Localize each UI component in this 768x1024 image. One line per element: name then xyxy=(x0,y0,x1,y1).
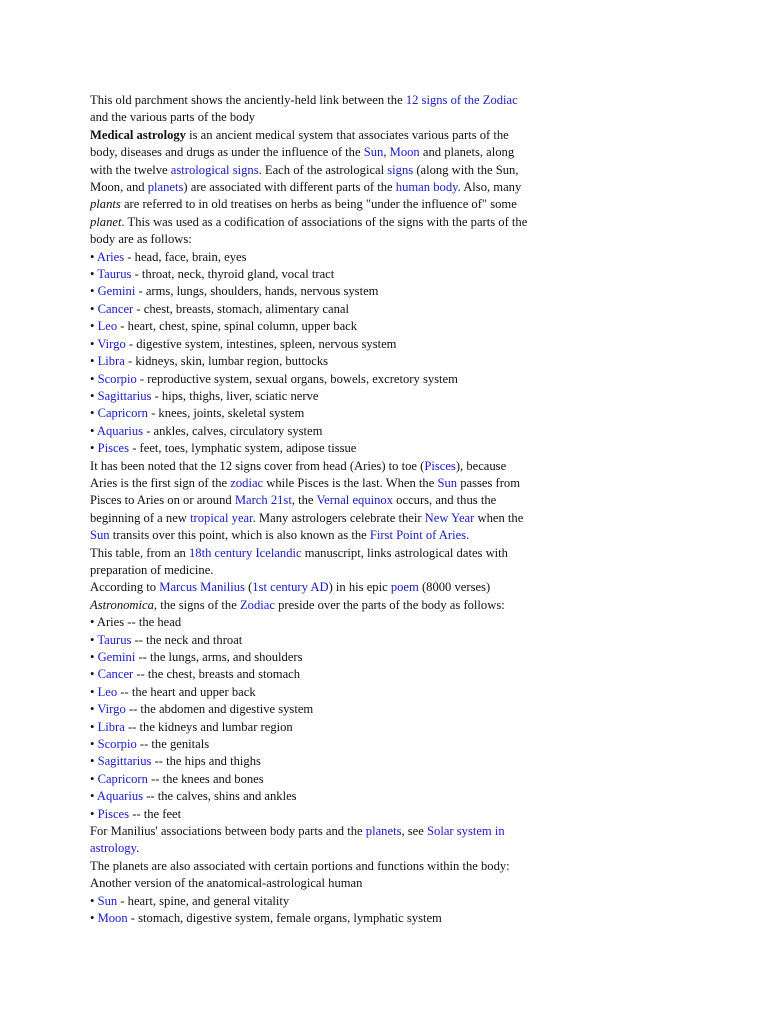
text-line xyxy=(90,179,580,196)
text-segment: • xyxy=(90,354,98,369)
link[interactable]: human body xyxy=(395,180,458,195)
text-segment: -- the heart and upper back xyxy=(117,684,256,699)
text-segment: This old parchment shows the anciently-held link between the xyxy=(90,93,406,107)
text-line xyxy=(90,701,580,718)
text-segment: transits over this point, which is also known as the xyxy=(109,528,370,543)
text-line xyxy=(90,736,580,753)
text-segment: . xyxy=(466,528,470,543)
link[interactable]: planets xyxy=(147,180,184,195)
text-line xyxy=(90,632,580,649)
text-line xyxy=(90,806,580,823)
text-segment: - ankles, calves, circulatory system xyxy=(143,423,323,438)
text-segment: - arms, lungs, shoulders, hands, nervous system xyxy=(135,284,379,299)
link[interactable]: Capricorn xyxy=(97,406,148,421)
text-segment: with the twelve xyxy=(90,162,171,177)
text-line xyxy=(90,579,580,596)
text-segment: body, diseases and drugs as under the influence of the xyxy=(90,145,364,160)
text-line xyxy=(90,196,580,213)
text-segment: - heart, spine, and general vitality xyxy=(117,893,290,908)
text-segment: and planets, along xyxy=(419,145,515,160)
link[interactable]: Sun xyxy=(97,893,118,908)
text-segment: • xyxy=(90,771,98,786)
text-segment: • xyxy=(90,702,98,717)
text-segment: manuscript, links astrological dates with xyxy=(301,545,508,560)
link[interactable]: poem xyxy=(390,580,419,595)
text-segment: • xyxy=(90,301,98,316)
text-line xyxy=(90,283,580,300)
text-line xyxy=(90,649,580,666)
link[interactable]: Gemini xyxy=(97,284,136,299)
text-line xyxy=(90,458,580,475)
text-segment: , the xyxy=(291,493,317,508)
text-segment: . Each of the astrological xyxy=(258,162,388,177)
text-segment: - heart, chest, spine, spinal column, upper back xyxy=(117,319,358,334)
link[interactable]: New Year xyxy=(424,510,475,525)
text-line xyxy=(90,301,580,318)
text-segment: • xyxy=(90,319,98,334)
text-segment: preparation of medicine. xyxy=(90,562,214,577)
text-line xyxy=(90,910,580,927)
text-segment: - chest, breasts, stomach, alimentary canal xyxy=(133,301,349,316)
link[interactable]: March 21st xyxy=(234,493,292,508)
bold-term: Medical astrology xyxy=(90,127,186,142)
text-segment: - throat, neck, thyroid gland, vocal tract xyxy=(131,267,335,282)
text-segment: . This was used as a codification of associations of the signs with the parts of the xyxy=(121,214,528,229)
text-segment: ) in his epic xyxy=(328,580,391,595)
text-line xyxy=(90,545,580,562)
text-segment: is an ancient medical system that associates various parts of the xyxy=(185,127,509,142)
text-segment: beginning of a new xyxy=(90,510,191,525)
text-segment: - reproductive system, sexual organs, bowels, excretory system xyxy=(136,371,458,386)
text-segment: • xyxy=(90,632,98,647)
text-line xyxy=(90,527,580,544)
text-line xyxy=(90,231,580,248)
text-segment: body are as follows: xyxy=(90,232,192,247)
text-segment: • xyxy=(90,667,98,682)
text-segment: ), because xyxy=(455,458,507,473)
text-segment: • xyxy=(90,719,98,734)
text-segment: (along with the Sun, xyxy=(413,162,519,177)
link[interactable]: Sagittarius xyxy=(97,388,152,403)
text-segment: while Pisces is the last. When the xyxy=(263,475,438,490)
text-line xyxy=(90,405,580,422)
text-segment: It has been noted that the 12 signs cover from head (Aries) to toe ( xyxy=(90,458,425,473)
link[interactable]: Leo xyxy=(97,684,118,699)
text-segment: Moon, and xyxy=(90,180,148,195)
text-segment: passes from xyxy=(457,475,521,490)
text-segment: • xyxy=(90,336,98,351)
link[interactable]: Pisces xyxy=(97,441,130,456)
link[interactable]: Taurus xyxy=(97,632,132,647)
text-segment: - digestive system, intestines, spleen, nervous system xyxy=(125,336,397,351)
text-segment: occurs, and thus the xyxy=(393,493,497,508)
text-line xyxy=(90,597,580,614)
text-segment: • xyxy=(90,371,98,386)
text-line xyxy=(90,371,580,388)
text-line xyxy=(90,388,580,405)
italic-term: plants xyxy=(90,197,121,212)
text-segment: • xyxy=(90,893,98,908)
text-segment: preside over the parts of the body as follows: xyxy=(274,597,505,612)
text-segment: • xyxy=(90,267,98,282)
text-segment: This table, from an xyxy=(90,545,189,560)
text-line xyxy=(90,440,580,457)
text-segment: . Many astrologers celebrate their xyxy=(252,510,425,525)
text-line xyxy=(90,562,580,579)
text-line xyxy=(90,336,580,353)
link[interactable]: First Point of Aries xyxy=(369,528,467,543)
text-line xyxy=(90,249,580,266)
text-segment: • xyxy=(90,388,98,403)
text-segment: . Also, many xyxy=(457,180,522,195)
text-line xyxy=(90,771,580,788)
text-segment: • xyxy=(90,650,98,664)
text-segment: For Manilius' associations between body parts and the xyxy=(90,824,366,839)
text-segment: (8000 verses) xyxy=(418,580,491,595)
text-segment: • xyxy=(90,423,97,438)
text-segment: when the xyxy=(474,510,524,525)
text-line xyxy=(90,823,580,840)
link[interactable]: Scorpio xyxy=(97,737,137,752)
text-line xyxy=(90,423,580,440)
text-segment: According to xyxy=(90,580,160,595)
link[interactable]: 18th century xyxy=(188,545,253,560)
link[interactable]: Pisces xyxy=(97,806,130,821)
text-segment: -- the calves, shins and ankles xyxy=(143,789,297,804)
text-segment: • xyxy=(90,284,98,299)
italic-term: Astronomica xyxy=(90,597,154,612)
link[interactable]: Scorpio xyxy=(97,371,137,386)
text-line xyxy=(90,266,580,283)
link[interactable]: Cancer xyxy=(97,301,134,316)
link[interactable]: Virgo xyxy=(97,702,126,717)
text-segment: - feet, toes, lymphatic system, adipose tissue xyxy=(129,441,357,456)
text-segment: ( xyxy=(244,580,253,595)
text-segment: • xyxy=(90,806,98,821)
link[interactable]: 12 signs of the Zodiac xyxy=(405,93,518,107)
text-line xyxy=(90,144,580,161)
text-line xyxy=(90,214,580,231)
text-segment: • xyxy=(90,754,98,769)
text-segment: Another version of the anatomical-astrological human xyxy=(90,876,363,891)
text-segment: -- the lungs, arms, and shoulders xyxy=(135,650,303,664)
text-line xyxy=(90,510,580,527)
text-line xyxy=(90,492,580,509)
text-segment: • xyxy=(90,249,97,264)
text-line xyxy=(90,475,580,492)
link[interactable]: Sun xyxy=(437,475,458,490)
text-segment: • xyxy=(90,441,98,456)
text-segment: , the signs of the xyxy=(153,597,240,612)
link[interactable]: Aries xyxy=(96,249,125,264)
link[interactable]: Icelandic xyxy=(255,545,302,560)
text-segment: • xyxy=(90,406,98,421)
text-line xyxy=(90,719,580,736)
text-segment: -- the abdomen and digestive system xyxy=(125,702,314,717)
text-line xyxy=(90,840,580,857)
document-body xyxy=(90,92,580,928)
link[interactable]: Zodiac xyxy=(239,597,275,612)
italic-term: planet xyxy=(90,214,122,229)
text-line xyxy=(90,875,580,892)
text-segment: - stomach, digestive system, female organs, lymphatic system xyxy=(127,911,442,926)
link[interactable]: Libra xyxy=(97,354,125,369)
link[interactable]: Aquarius xyxy=(96,789,144,804)
link[interactable]: Aquarius xyxy=(96,423,144,438)
link[interactable]: tropical year xyxy=(190,510,253,525)
text-line xyxy=(90,858,580,875)
link[interactable]: Libra xyxy=(97,719,125,734)
link[interactable]: astrological signs xyxy=(170,162,259,177)
text-segment: Aries is the first sign of the xyxy=(90,475,231,490)
text-segment: -- the knees and bones xyxy=(147,771,264,786)
link[interactable]: astrology xyxy=(90,841,137,856)
text-segment: • xyxy=(90,684,98,699)
link[interactable]: Virgo xyxy=(97,336,126,351)
text-segment: , see xyxy=(401,824,428,839)
text-segment: -- the hips and thighs xyxy=(151,754,261,769)
text-segment: Pisces to Aries on or around xyxy=(90,493,235,508)
text-segment: - hips, thighs, liver, sciatic nerve xyxy=(151,388,319,403)
text-line xyxy=(90,614,580,631)
text-segment: , xyxy=(383,145,390,160)
text-segment: -- the kidneys and lumbar region xyxy=(124,719,293,734)
text-line xyxy=(90,353,580,370)
link[interactable]: Sun xyxy=(363,145,384,160)
text-line xyxy=(90,318,580,335)
text-segment: are referred to in old treatises on herbs as being "under the influence of" some xyxy=(120,197,517,212)
text-line xyxy=(90,753,580,770)
text-line xyxy=(90,127,580,144)
text-line xyxy=(90,666,580,683)
text-line xyxy=(90,162,580,179)
link[interactable]: Vernal equinox xyxy=(316,493,394,508)
text-line xyxy=(90,684,580,701)
link[interactable]: 1st century AD xyxy=(252,580,329,595)
link[interactable]: signs xyxy=(387,162,414,177)
text-segment: The planets are also associated with certain portions and functions within the body: xyxy=(90,858,510,873)
text-segment: -- the chest, breasts and stomach xyxy=(133,667,301,682)
link[interactable]: Gemini xyxy=(97,650,136,664)
text-segment: . xyxy=(136,841,140,856)
link[interactable]: Sun xyxy=(90,528,110,543)
text-segment: - knees, joints, skeletal system xyxy=(147,406,305,421)
text-segment: -- the feet xyxy=(129,806,182,821)
link[interactable]: Taurus xyxy=(97,267,132,282)
text-segment: - head, face, brain, eyes xyxy=(124,249,247,264)
link[interactable]: zodiac xyxy=(230,475,264,490)
text-segment: ) are associated with different parts of the xyxy=(183,180,396,195)
link[interactable]: Capricorn xyxy=(97,771,148,786)
link[interactable]: Moon xyxy=(389,145,420,160)
link[interactable]: Pisces xyxy=(424,458,456,473)
text-segment: - kidneys, skin, lumbar region, buttocks xyxy=(124,354,329,369)
text-line xyxy=(90,893,580,910)
text-line xyxy=(90,109,580,126)
link[interactable]: Marcus Manilius xyxy=(159,580,245,595)
text-segment: • xyxy=(90,911,98,926)
link[interactable]: planets xyxy=(365,824,402,839)
text-segment: and the various parts of the body xyxy=(90,110,256,125)
link[interactable]: Moon xyxy=(97,911,128,926)
link[interactable]: Cancer xyxy=(97,667,134,682)
link[interactable]: Leo xyxy=(97,319,118,334)
link[interactable]: Sagittarius xyxy=(97,754,152,769)
text-segment: -- the neck and throat xyxy=(131,632,243,647)
text-line xyxy=(90,92,580,109)
text-segment: • xyxy=(90,789,97,804)
text-segment: • xyxy=(90,737,98,752)
link[interactable]: Solar system in xyxy=(427,824,505,839)
text-segment: • Aries -- the head xyxy=(90,615,182,630)
text-line xyxy=(90,788,580,805)
text-segment: -- the genitals xyxy=(136,737,210,752)
